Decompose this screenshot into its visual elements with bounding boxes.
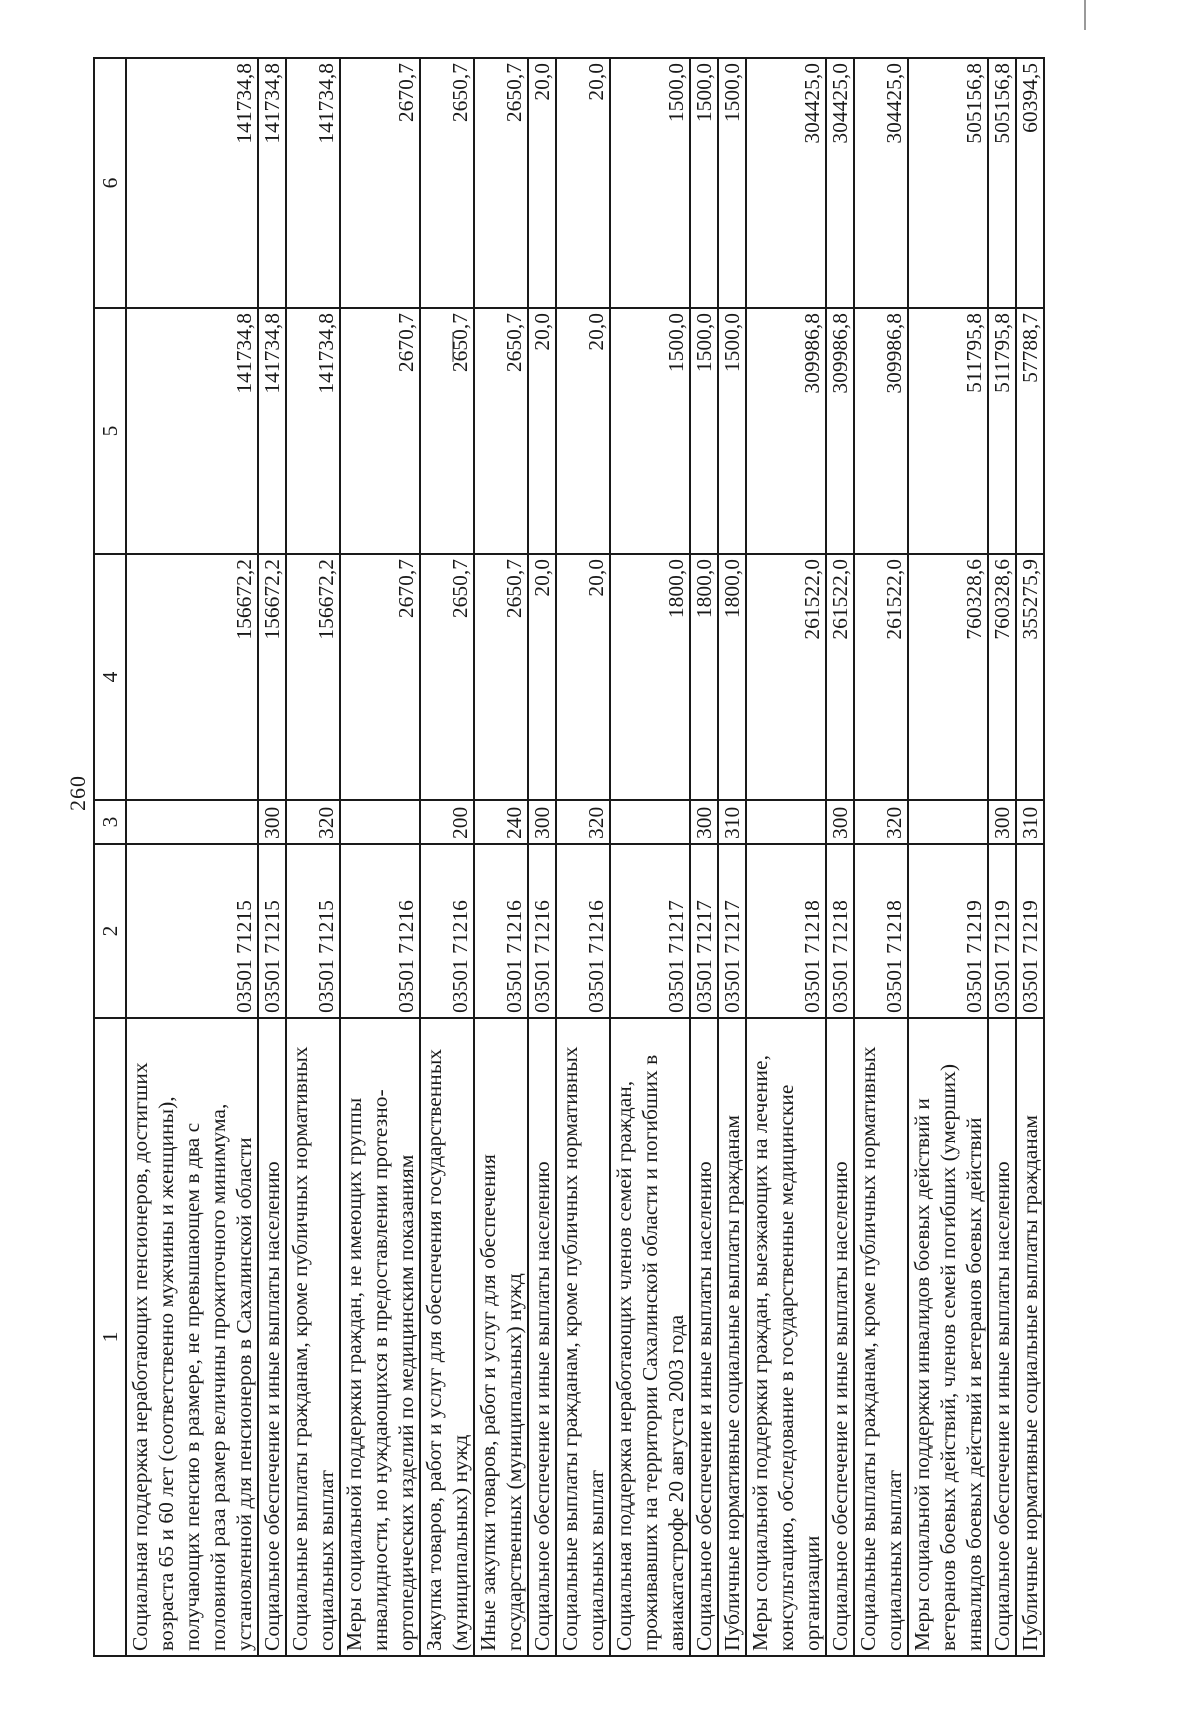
row-amount-col4: 760328,6 xyxy=(908,554,988,800)
table-row xyxy=(988,58,1016,1656)
row-description: Социальные выплаты гражданам, кроме публичных нормативных социальных выплат xyxy=(854,1018,908,1656)
row-code: 03501 71219 xyxy=(988,844,1016,1018)
table-row xyxy=(528,58,556,1656)
row-expense-type: 310 xyxy=(1016,800,1044,844)
row-description: Социальное обеспечение и иные выплаты населению xyxy=(988,1018,1016,1656)
row-expense-type: 320 xyxy=(854,800,908,844)
row-amount-col5: 1500,0 xyxy=(610,308,690,554)
row-expense-type: 320 xyxy=(556,800,610,844)
row-description: Социальная поддержка неработающих пенсионеров, достигших возраста 65 и 60 лет (соответственно мужчины и женщины), получающих пенсию в размере, не превышающем в два с половиной раза размер величины прожиточного минимума, установленной для пенсионеров в Сахалинской области xyxy=(126,1018,258,1656)
row-amount-col4: 760328,6 xyxy=(988,554,1016,800)
row-code: 03501 71218 xyxy=(854,844,908,1018)
row-amount-col5: 57788,7 xyxy=(1016,308,1044,554)
row-expense-type: 200 xyxy=(420,800,474,844)
row-expense-type: 310 xyxy=(718,800,746,844)
row-expense-type: 300 xyxy=(988,800,1016,844)
column-header: 4 xyxy=(94,554,126,800)
row-amount-col4: 20,0 xyxy=(528,554,556,800)
row-amount-col4: 156672,2 xyxy=(286,554,340,800)
row-description: Публичные нормативные социальные выплаты гражданам xyxy=(1016,1018,1044,1656)
row-amount-col4: 261522,0 xyxy=(826,554,854,800)
row-code: 03501 71216 xyxy=(474,844,528,1018)
column-header: 3 xyxy=(94,800,126,844)
table-row xyxy=(126,58,258,1656)
row-expense-type xyxy=(126,800,258,844)
row-description: Социальное обеспечение и иные выплаты населению xyxy=(826,1018,854,1656)
row-amount-col5: 309986,8 xyxy=(746,308,826,554)
row-expense-type: 300 xyxy=(690,800,718,844)
row-amount-col6: 1500,0 xyxy=(718,58,746,308)
row-description: Публичные нормативные социальные выплаты гражданам xyxy=(718,1018,746,1656)
row-code: 03501 71218 xyxy=(746,844,826,1018)
row-amount-col4: 2670,7 xyxy=(340,554,420,800)
row-expense-type xyxy=(610,800,690,844)
row-code: 03501 71215 xyxy=(286,844,340,1018)
row-amount-col4: 261522,0 xyxy=(854,554,908,800)
row-description: Социальное обеспечение и иные выплаты населению xyxy=(258,1018,286,1656)
row-expense-type xyxy=(908,800,988,844)
table-row xyxy=(718,58,746,1656)
table-row xyxy=(474,58,528,1656)
table-row xyxy=(286,58,340,1656)
table-row xyxy=(258,58,286,1656)
row-amount-col5: 1500,0 xyxy=(690,308,718,554)
row-expense-type: 320 xyxy=(286,800,340,844)
row-expense-type: 240 xyxy=(474,800,528,844)
row-amount-col4: 1800,0 xyxy=(690,554,718,800)
row-code: 03501 71217 xyxy=(610,844,690,1018)
row-amount-col6: 20,0 xyxy=(528,58,556,308)
row-description: Иные закупки товаров, работ и услуг для обеспечения государственных (муниципальных) нужд xyxy=(474,1018,528,1656)
row-amount-col5: 309986,8 xyxy=(826,308,854,554)
row-amount-col5: 511795,8 xyxy=(908,308,988,554)
table-row xyxy=(826,58,854,1656)
row-amount-col4: 261522,0 xyxy=(746,554,826,800)
row-description: Меры социальной поддержки граждан, не имеющих группы инвалидности, но нуждающихся в предоставлении протезно-ортопедических изделий по медицинским показаниям xyxy=(340,1018,420,1656)
row-amount-col5: 309986,8 xyxy=(854,308,908,554)
scan-artifact-line xyxy=(1084,0,1086,30)
row-amount-col6: 304425,0 xyxy=(826,58,854,308)
rotated-table-container xyxy=(93,59,1125,1657)
row-amount-col4: 156672,2 xyxy=(126,554,258,800)
column-header: 5 xyxy=(94,308,126,554)
row-description: Социальное обеспечение и иные выплаты населению xyxy=(528,1018,556,1656)
row-code: 03501 71216 xyxy=(420,844,474,1018)
table-row xyxy=(746,58,826,1656)
row-expense-type xyxy=(746,800,826,844)
row-code: 03501 71215 xyxy=(126,844,258,1018)
row-description: Меры социальной поддержки инвалидов боевых действий и ветеранов боевых действий, членов семей погибших (умерших) инвалидов боевых действий и ветеранов боевых действий xyxy=(908,1018,988,1656)
row-amount-col4: 2650,7 xyxy=(474,554,528,800)
table-row xyxy=(610,58,690,1656)
row-amount-col5: 2670,7 xyxy=(340,308,420,554)
row-code: 03501 71218 xyxy=(826,844,854,1018)
row-amount-col6: 2650,7 xyxy=(474,58,528,308)
row-expense-type: 300 xyxy=(826,800,854,844)
row-description: Социальное обеспечение и иные выплаты населению xyxy=(690,1018,718,1656)
row-amount-col6: 505156,8 xyxy=(908,58,988,308)
row-amount-col6: 1500,0 xyxy=(610,58,690,308)
row-amount-col6: 141734,8 xyxy=(286,58,340,308)
row-amount-col5: 1500,0 xyxy=(718,308,746,554)
row-amount-col5: 20,0 xyxy=(528,308,556,554)
table-row xyxy=(690,58,718,1656)
row-amount-col5: 2650,7 xyxy=(474,308,528,554)
table-row xyxy=(340,58,420,1656)
row-amount-col6: 141734,8 xyxy=(258,58,286,308)
row-expense-type xyxy=(340,800,420,844)
row-code: 03501 71217 xyxy=(690,844,718,1018)
row-description: Закупка товаров, работ и услуг для обеспечения государственных (муниципальных) нужд xyxy=(420,1018,474,1656)
row-amount-col5: 141734,8 xyxy=(286,308,340,554)
row-amount-col4: 2650,7 xyxy=(420,554,474,800)
row-amount-col5: 141734,8 xyxy=(258,308,286,554)
row-amount-col4: 20,0 xyxy=(556,554,610,800)
row-description: Социальные выплаты гражданам, кроме публичных нормативных социальных выплат xyxy=(556,1018,610,1656)
row-code: 03501 71219 xyxy=(1016,844,1044,1018)
row-amount-col6: 1500,0 xyxy=(690,58,718,308)
row-code: 03501 71217 xyxy=(718,844,746,1018)
row-code: 03501 71216 xyxy=(528,844,556,1018)
header-row xyxy=(94,58,126,1656)
row-expense-type: 300 xyxy=(528,800,556,844)
row-amount-col6: 141734,8 xyxy=(126,58,258,308)
row-amount-col4: 1800,0 xyxy=(610,554,690,800)
row-amount-col6: 505156,8 xyxy=(988,58,1016,308)
row-amount-col4: 1800,0 xyxy=(718,554,746,800)
row-amount-col6: 304425,0 xyxy=(746,58,826,308)
row-code: 03501 71219 xyxy=(908,844,988,1018)
table-row xyxy=(420,58,474,1656)
row-amount-col6: 304425,0 xyxy=(854,58,908,308)
row-amount-col5: 2650,7 xyxy=(420,308,474,554)
row-amount-col6: 2670,7 xyxy=(340,58,420,308)
column-header: 6 xyxy=(94,58,126,308)
column-header: 2 xyxy=(94,844,126,1018)
row-amount-col4: 156672,2 xyxy=(258,554,286,800)
page-number: 260 xyxy=(65,775,90,811)
row-code: 03501 71216 xyxy=(556,844,610,1018)
table-body xyxy=(126,58,1044,1656)
row-amount-col6: 60394,5 xyxy=(1016,58,1044,308)
row-amount-col6: 20,0 xyxy=(556,58,610,308)
table-row xyxy=(908,58,988,1656)
column-header: 1 xyxy=(94,1018,126,1656)
row-code: 03501 71215 xyxy=(258,844,286,1018)
row-amount-col5: 20,0 xyxy=(556,308,610,554)
row-amount-col6: 2650,7 xyxy=(420,58,474,308)
row-amount-col5: 511795,8 xyxy=(988,308,1016,554)
row-description: Меры социальной поддержки граждан, выезжающих на лечение, консультацию, обследование в государственные медицинские организации xyxy=(746,1018,826,1656)
row-amount-col5: 141734,8 xyxy=(126,308,258,554)
row-code: 03501 71216 xyxy=(340,844,420,1018)
row-description: Социальные выплаты гражданам, кроме публичных нормативных социальных выплат xyxy=(286,1018,340,1656)
row-description: Социальная поддержка неработающих членов семей граждан, проживавших на территории Сахалинской области и погибших в авиакатастрофе 20 августа 2003 года xyxy=(610,1018,690,1656)
row-amount-col4: 355275,9 xyxy=(1016,554,1044,800)
table-row xyxy=(854,58,908,1656)
table-row xyxy=(1016,58,1044,1656)
budget-table xyxy=(93,57,1045,1657)
row-expense-type: 300 xyxy=(258,800,286,844)
table-row xyxy=(556,58,610,1656)
